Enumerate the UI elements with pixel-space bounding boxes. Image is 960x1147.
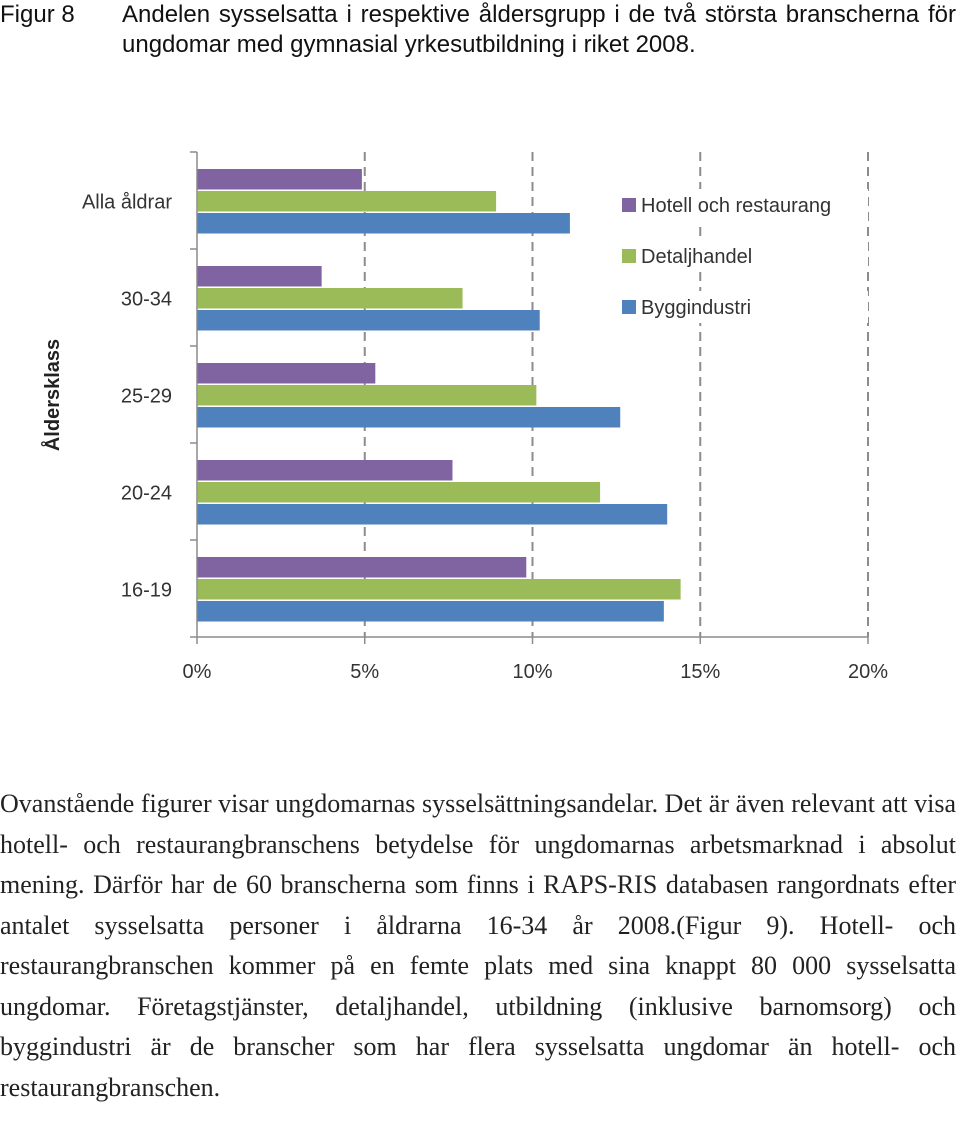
bar bbox=[198, 460, 453, 481]
figure-caption-text: Andelen sysselsatta i respektive åldersgrupp i de två största branscherna för ungdomar med gymnasial yrkesutbildning i riket 2008. bbox=[122, 1, 956, 58]
bar bbox=[198, 579, 681, 600]
x-tick-label: 20% bbox=[847, 661, 889, 683]
bar bbox=[198, 557, 527, 578]
category-label: 20-24 bbox=[120, 482, 172, 505]
bar bbox=[198, 601, 664, 622]
x-tick-label: 0% bbox=[182, 661, 212, 683]
bar bbox=[198, 407, 621, 428]
bar bbox=[198, 191, 497, 212]
bar bbox=[198, 169, 362, 190]
legend-label: Detaljhandel bbox=[641, 246, 753, 268]
bar-chart bbox=[0, 140, 960, 700]
chart-bars bbox=[198, 169, 681, 622]
x-tick-label: 10% bbox=[512, 661, 553, 683]
bar bbox=[198, 504, 668, 525]
category-label: Alla åldrar bbox=[81, 191, 172, 214]
legend-swatch bbox=[622, 198, 636, 212]
bar bbox=[198, 213, 570, 234]
x-tick-label: 15% bbox=[680, 661, 721, 683]
category-label: 30-34 bbox=[120, 288, 172, 311]
bar bbox=[198, 363, 376, 384]
bar bbox=[198, 482, 601, 503]
body-paragraph: Ovanstående figurer visar ungdomarnas sysselsättningsandelar. Det är även relevant att visa hotell- och restaurangbranschens betydelse för ungdomarnas arbetsmarknad i absolut mening. Därför har de 60 branscherna som finns i RAPS-RIS databasen rangordnats efter antalet sysselsatta personer i åldrarna 16-34 år 2008.(Figur 9). Hotell- och restaurangbranschen kommer på en femte plats med sina knappt 80 000 sysselsatta ungdomar. Företagstjänster, detaljhandel, utbildning (inklusive barnomsorg) och byggindustri är de branscher som har flera sysselsatta ungdomar än hotell- och restaurangbranschen. bbox=[0, 789, 956, 1102]
bar bbox=[198, 385, 537, 406]
bar bbox=[198, 288, 463, 309]
y-axis-title: Åldersklass bbox=[42, 338, 64, 452]
category-label: 16-19 bbox=[120, 579, 172, 602]
figure-label: Figur 8 bbox=[0, 1, 75, 28]
x-tick-labels bbox=[183, 661, 889, 683]
bar bbox=[198, 310, 540, 331]
legend-swatch bbox=[622, 300, 636, 314]
bar bbox=[198, 266, 322, 287]
category-label: 25-29 bbox=[120, 385, 172, 408]
legend-label: Byggindustri bbox=[641, 297, 752, 319]
legend-label: Hotell och restaurang bbox=[641, 195, 832, 217]
x-tick-label: 5% bbox=[350, 661, 380, 683]
chart-legend bbox=[618, 189, 868, 323]
category-labels bbox=[82, 192, 172, 602]
legend-swatch bbox=[622, 249, 636, 263]
